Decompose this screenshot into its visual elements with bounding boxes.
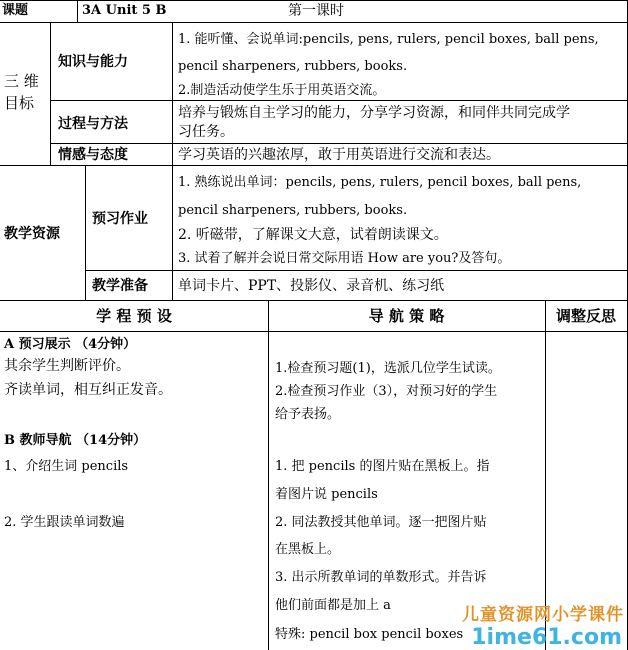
- middle-line: 着图片说 pencils: [275, 487, 378, 502]
- middle-line: 在黑板上。: [275, 542, 341, 557]
- left-line: 2. 学生跟读单词数遍: [4, 515, 125, 530]
- site-watermark: [420, 598, 626, 648]
- lesson-title: 3A Unit 5 B: [82, 3, 167, 18]
- goal-name-knowledge: 知识与能力: [58, 54, 128, 70]
- goal-name-attitude: 情感与态度: [58, 147, 128, 163]
- col-header-strategy: 导 航 策 略: [368, 307, 445, 325]
- col-header-learning: 学 程 预 设: [96, 307, 172, 325]
- watermark-text: 儿童资源网小学课件: [462, 605, 624, 625]
- left-line: 其余学生判断评价。: [4, 358, 130, 374]
- resource-prep-line: 单词卡片、PPT、投影仪、录音机、练习纸: [178, 278, 445, 294]
- goal-process-line: 习任务。: [178, 124, 234, 140]
- middle-line: 3. 出示所教单词的单数形式。并告诉: [275, 570, 487, 585]
- goals-label-line2: 目标: [4, 94, 35, 112]
- goal-name-process: 过程与方法: [58, 116, 128, 132]
- resource-preview-line: pencil sharpeners, rubbers, books.: [178, 203, 408, 218]
- goal-knowledge-line: pencil sharpeners, rubbers, books.: [178, 59, 408, 74]
- goal-attitude-line: 学习英语的兴趣浓厚，敢于用英语进行交流和表达。: [178, 147, 500, 163]
- resource-preview-line: 1. 熟练说出单词：pencils, pens, rulers, pencil boxes, ball pens,: [178, 175, 582, 190]
- resource-preview-line: 3. 试着了解并会说日常交际用语 How are you?及答句。: [178, 251, 511, 266]
- middle-line: 他们前面都是加上 a: [275, 598, 391, 613]
- goal-knowledge-line: 2.制造活动使学生乐于用英语交流。: [178, 83, 386, 98]
- resources-label: 教学资源: [4, 226, 60, 242]
- lesson-period: 第一课时: [288, 3, 344, 19]
- middle-line: 1. 把 pencils 的图片贴在黑板上。指: [275, 459, 490, 474]
- watermark-logo: 1ime61.com: [471, 625, 622, 650]
- resource-name-prep: 教学准备: [92, 278, 148, 294]
- left-line: 1、介绍生词 pencils: [4, 459, 129, 474]
- goals-label-line1: 三 维: [4, 72, 39, 90]
- middle-line: 2.检查预习作业（3），对预习好的学生: [275, 384, 498, 399]
- middle-line: 特殊: pencil box pencil boxes: [275, 627, 464, 642]
- header-label: 课题: [2, 3, 29, 18]
- goal-knowledge-line: 1. 能听懂、会说单词:pencils, pens, rulers, pencil boxes, ball pens,: [178, 32, 599, 47]
- goal-process-line: 培养与锻炼自主学习的能力，分享学习资源，和同伴共同完成学: [178, 105, 570, 121]
- col-header-reflection: 调整反思: [555, 307, 616, 325]
- middle-line: 2. 同法教授其他单词。逐一把图片贴: [275, 515, 487, 530]
- section-b-title: B 教师导航 （14分钟）: [4, 433, 147, 448]
- left-line: 齐读单词，相互纠正发音。: [4, 382, 172, 398]
- resource-name-preview: 预习作业: [92, 211, 148, 227]
- middle-line: 给予表扬。: [275, 407, 341, 422]
- middle-line: 1.检查预习题(1)，选派几位学生试读。: [275, 361, 501, 376]
- resource-preview-line: 2. 听磁带，了解课文大意，试着朗读课文。: [178, 227, 448, 243]
- section-a-title: A 预习展示 （4分钟）: [4, 337, 137, 352]
